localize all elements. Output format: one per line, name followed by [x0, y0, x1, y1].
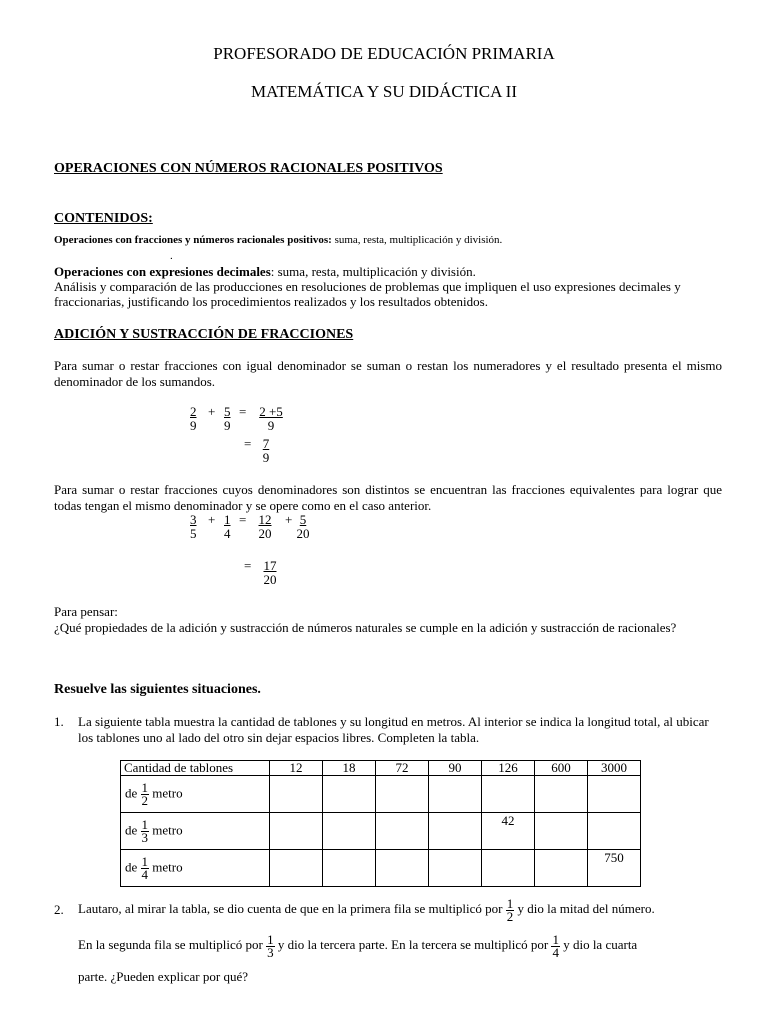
adicion-paragraph-2: Para sumar o restar fracciones cuyos denominadores son distintos se encuentran las fracciones equivalentes para lograr que todas tengan el mismo denominador y se opere como en el caso anterior. [54, 482, 722, 513]
table-cell[interactable] [323, 850, 376, 887]
ex1-equals-2: = [244, 436, 252, 451]
table-cell[interactable] [588, 776, 641, 813]
ex2-frac-a [190, 513, 197, 541]
ex2-plus: + [208, 512, 216, 527]
contenidos-item-1 [54, 234, 502, 246]
resuelve-heading: Resuelve las siguientes situaciones. [54, 682, 261, 697]
table-row [121, 850, 641, 887]
col-header-126: 126 [482, 761, 535, 776]
ex1-frac-c [254, 405, 288, 433]
doc-title: PROFESORADO DE EDUCACIÓN PRIMARIA [213, 44, 555, 63]
contenidos-item-3: Análisis y comparación de las producciones en resoluciones de problemas que impliquen el uso expresiones decimales y fraccionarias, justificando los procedimientos realizados y los resultados obtenidos. [54, 279, 681, 309]
table-cell[interactable] [535, 850, 588, 887]
item-2-text-e: y dio la cuarta [563, 937, 638, 952]
row-prefix: de [125, 784, 138, 800]
item-2-fraction-quarter-den: 4 [552, 944, 559, 960]
contenidos-item-1-rest: suma, resta, multiplicación y división. [331, 234, 503, 246]
row-fraction-num: 1 [141, 816, 149, 832]
ex2-d-num: 5 [299, 512, 307, 527]
ex1-a-num: 2 [190, 404, 197, 419]
ex1-frac-d [259, 437, 273, 465]
item-2-fraction-half [506, 895, 515, 924]
col-header-600: 600 [535, 761, 588, 776]
row-suffix: metro [152, 784, 183, 800]
table-cell[interactable]: 42 [482, 813, 535, 850]
table-cell[interactable] [429, 813, 482, 850]
col-header-3000: 3000 [588, 761, 641, 776]
table-header-row [121, 761, 641, 776]
table-cell[interactable] [376, 850, 429, 887]
table-cell[interactable] [535, 813, 588, 850]
ex1-plus: + [208, 404, 216, 419]
row-fraction-den: 2 [141, 792, 149, 808]
item-1-number: 1. [54, 714, 64, 729]
contenidos-item-2-bold: Operaciones con expresiones decimales [54, 264, 271, 279]
row-prefix: de [125, 858, 138, 874]
ex1-c-num: 2 +5 [259, 404, 283, 419]
table-cell[interactable] [270, 850, 323, 887]
table-row [121, 776, 641, 813]
ex2-frac-d [293, 513, 313, 541]
adicion-paragraph-1: Para sumar o restar fracciones con igual denominador se suman o restan los numeradores y el resultado presenta el mismo denominador de los sumandos. [54, 358, 722, 389]
item-1-text: La siguiente tabla muestra la cantidad de tablones y su longitud en metros. Al interior se indica la longitud total, al ubicar los tablones uno al lado del otro sin dejar espacios libres. Completen la tabla. [78, 714, 709, 745]
ex2-b-den: 4 [224, 526, 231, 541]
row-fraction [141, 816, 150, 845]
item-2-line-3: parte. ¿Pueden explicar por qué? [78, 969, 249, 984]
item-2-fraction-third [266, 931, 275, 960]
item-2-fraction-quarter [551, 931, 560, 960]
item-2-fraction-half-num: 1 [506, 895, 514, 911]
row-fraction-den: 4 [141, 866, 149, 882]
table-cell[interactable] [482, 850, 535, 887]
col-header-72: 72 [376, 761, 429, 776]
table-cell[interactable] [270, 776, 323, 813]
ex1-b-num: 5 [224, 404, 231, 419]
ex2-equals-2: = [244, 558, 252, 573]
ex1-d-den: 9 [262, 450, 270, 465]
ex2-frac-c [254, 513, 276, 541]
table-cell[interactable] [376, 776, 429, 813]
col-header-90: 90 [429, 761, 482, 776]
table-cell[interactable] [429, 850, 482, 887]
ex1-frac-a [190, 405, 197, 433]
para-pensar-label: Para pensar: [54, 604, 118, 619]
item-2-text-d: y dio la tercera parte. En la tercera se multiplicó por [277, 937, 549, 952]
table-row [121, 813, 641, 850]
table-cell[interactable]: 750 [588, 850, 641, 887]
ex1-c-den: 9 [267, 418, 275, 433]
ex2-c-den: 20 [258, 526, 272, 541]
row-prefix: de [125, 821, 138, 837]
row-fraction-den: 3 [141, 829, 149, 845]
ex2-e-num: 17 [263, 558, 277, 573]
ex2-e-den: 20 [263, 572, 277, 587]
contenidos-heading: CONTENIDOS: [54, 211, 153, 226]
table-cell[interactable] [588, 813, 641, 850]
row-label-half [121, 776, 270, 813]
ex2-b-num: 1 [224, 512, 231, 527]
item-2-fraction-third-den: 3 [267, 944, 274, 960]
ex1-a-den: 9 [190, 418, 197, 433]
table-cell[interactable] [429, 776, 482, 813]
row-label-quarter [121, 850, 270, 887]
ex1-b-den: 9 [224, 418, 231, 433]
table-cell[interactable] [323, 813, 376, 850]
doc-subtitle: MATEMÁTICA Y SU DIDÁCTICA II [250, 82, 517, 101]
item-2-text-b: y dio la mitad del número. [517, 901, 655, 916]
row-suffix: metro [152, 821, 183, 837]
ex2-a-num: 3 [190, 512, 197, 527]
table-cell[interactable] [535, 776, 588, 813]
ex1-frac-b [224, 405, 231, 433]
para-pensar-question: ¿Qué propiedades de la adición y sustracción de números naturales se cumple en la adición y sustracción de racionales? [54, 620, 677, 635]
table-cell[interactable] [323, 776, 376, 813]
row-suffix: metro [152, 858, 183, 874]
row-fraction [141, 779, 150, 808]
adicion-heading: ADICIÓN Y SUSTRACCIÓN DE FRACCIONES [54, 327, 354, 342]
ex2-frac-e [259, 559, 281, 587]
contenidos-item-1-bold: Operaciones con fracciones y números racionales positivos: [54, 234, 332, 246]
col-header-12: 12 [270, 761, 323, 776]
tablones-table [120, 760, 641, 887]
item-2-fraction-half-den: 2 [506, 908, 514, 924]
row-fraction [141, 853, 150, 882]
item-2-number: 2. [54, 902, 64, 917]
item-2-text-c: En la segunda fila se multiplicó por [78, 937, 263, 952]
ex2-a-den: 5 [190, 526, 197, 541]
row-label-third [121, 813, 270, 850]
row-fraction-num: 1 [141, 853, 149, 869]
row-fraction-num: 1 [141, 779, 149, 795]
ex2-plus-2: + [285, 512, 293, 527]
item-2-text-a: Lautaro, al mirar la tabla, se dio cuenta de que en la primera fila se multiplicó por [78, 901, 503, 916]
ex2-c-num: 12 [258, 512, 272, 527]
ex2-equals: = [239, 512, 247, 527]
item-2-fraction-quarter-num: 1 [552, 931, 559, 947]
col-header-18: 18 [323, 761, 376, 776]
table-cell[interactable] [270, 813, 323, 850]
table-header-label: Cantidad de tablones [121, 761, 270, 776]
ex1-d-num: 7 [262, 436, 270, 451]
stray-dot: . [170, 250, 173, 262]
table-cell[interactable] [376, 813, 429, 850]
ex1-equals: = [239, 404, 247, 419]
contenidos-item-2 [54, 264, 476, 280]
item-2-line-1 [78, 894, 655, 924]
ex2-frac-b [224, 513, 231, 541]
item-2-fraction-third-num: 1 [267, 931, 274, 947]
item-2-line-2 [78, 930, 637, 960]
table-cell[interactable] [482, 776, 535, 813]
contenidos-item-2-rest: : suma, resta, multiplicación y división. [270, 264, 476, 279]
section-title: OPERACIONES CON NÚMEROS RACIONALES POSITIVOS [54, 161, 443, 176]
ex2-d-den: 20 [296, 526, 310, 541]
